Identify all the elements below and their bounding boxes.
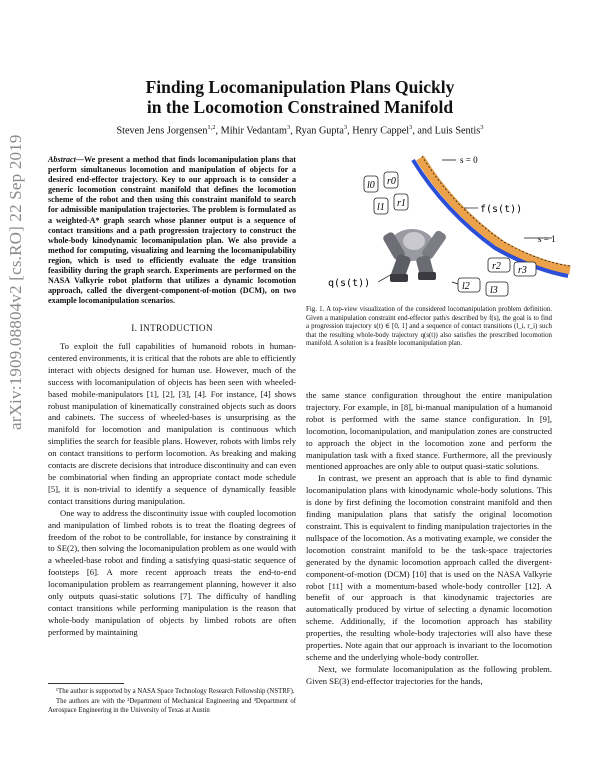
- author-1: Steven Jens Jorgensen: [116, 125, 208, 137]
- robot-left-foot: [390, 274, 408, 282]
- contact-r3: r3: [518, 265, 527, 276]
- robot-head: [403, 232, 425, 250]
- contact-r1: r1: [397, 198, 406, 209]
- author-4: Henry Cappel: [352, 125, 410, 137]
- figure-1: [302, 150, 572, 300]
- intro-paragraph-2: One way to address the discontinuity issue with coupled locomotion and manipulation of limbed robots is to treat the floating degrees of freedom of the robot to be controllable, for instance by constraining it to SE(2), then solving the locomanipulation problem as one would with a wheeled-base robot and finding a satisfying quasi-static sequence of footsteps [6]. A more recent approach treats the end-to-end locomanipulation problem as rearrangement planning, however it also only outputs quasi-static solutions [7]. The difficulty of handling contact transitions while performing manipulation is the reason that whole-body manipulation of objects by limbed robots are often performed by maintaining: [48, 507, 296, 637]
- author-2-affil: 3: [286, 124, 291, 131]
- figure-1-caption: Fig. 1. A top-view visualization of the considered locomanipulation problem definition. Given a manipulation constraint end-effector path/s described by f(s), the goal is to find a progression trajectory s(t) ∈ [0, 1] and a sequence of contact transitions (l_i, r_i) such that the resulting whole-body trajectory q(s(t)) also satisfies the prescribed locomotion manifold. A solution is a feasible locomanipulation plan.: [306, 306, 552, 348]
- label-s0: s = 0: [460, 155, 478, 165]
- title-line-2: in the Locomotion Constrained Manifold: [146, 97, 454, 117]
- author-list: Steven Jens Jorgensen$^{1,2}$, Mihir Vedantam$^3$, Ryan Gupta$^3$, Henry Cappel$^3$, and Luis Sentis$^3$: [116, 124, 484, 137]
- contact-r0: r0: [387, 176, 396, 187]
- section-heading-introduction: I. INTRODUCTION: [131, 323, 213, 333]
- author-2: Mihir Vedantam: [220, 125, 287, 137]
- label-q-of-s: q(s(t)): [328, 278, 371, 289]
- footnote-rule: [48, 683, 124, 684]
- paper-title: [0, 77, 600, 117]
- robot-right-foot: [418, 272, 436, 280]
- label-s1: s = 1: [538, 234, 556, 244]
- footnotes: [48, 688, 296, 717]
- author-5-affil: 3: [480, 124, 484, 131]
- author-4-affil: 3: [409, 124, 413, 131]
- q-leader: [452, 282, 458, 284]
- right-paragraph-2: In contrast, we present an approach that is able to find dynamic locomanipulation plans with kinodynamic whole-body solutions. This is done by first defining the locomotion constraint manifold and then finding manipulation plans that satisfy the original locomotion constraint. This is equivalent to finding manipulation trajectories in the nullspace of the locomotion. As a motivating example, we consider the locomotion constraint manifold to be the task-space trajectories generated by the dynamic locomotion approach called the divergent-component-of-motion (DCM) [10] that is used on the NASA Valkyrie robot [11] with a momentum-based whole-body controller [12]. A benefit of our approach is that kinodynamic trajectories are automatically produced by virtue of selecting a dynamic locomotion scheme. Additionally, if the locomotion approach has stability properties, the resulting whole-body trajectories will also have these properties. Note again that our approach is invariant to the locomotion scheme and the underlying whole-body controller.: [306, 473, 552, 662]
- q-pointer: [378, 274, 392, 282]
- abstract: [48, 155, 296, 306]
- intro-paragraph-1: To exploit the full capabilities of humanoid robots in human-centered environments, it is critical that the robots are able to efficiently interact with objects designed for human use. However, much of the success with locomanipulation of objects has been seen with wheeled-based mobile-manipulators [1], [2], [3], [4]. For instance, [4] shows robust manipulation of kinematically constrained objects such as doors and cabinets. The success of wheeled-bases is unsurprising as the manifold for locomotion and manipulation is continuous which simplifies the search for feasible plans. However, robots with limbs rely on contact transitions to perform locomotion. As breaking and making contacts are discrete decisions that introduce discontinuity and can even be combinatorial when finding an appropriate contact mode schedule [5], it is non-trivial to identify a sequence of dynamically feasible contact transitions during manipulation.: [48, 341, 296, 506]
- title-line-1: Finding Locomanipulation Plans Quickly: [145, 77, 455, 97]
- label-f-of-s: f(s(t)): [480, 204, 523, 215]
- contact-r2: r2: [492, 261, 501, 272]
- introduction-body: [48, 341, 296, 639]
- abstract-label: Abstract: [48, 155, 76, 164]
- contact-l0: l0: [367, 180, 375, 191]
- footnote-1: ¹The author is supported by a NASA Space Technology Research Fellowship (NSTRF).: [56, 688, 295, 695]
- footnote-2: The authors are with the ²Department of Mechanical Engineering and ³Department of Aerospace Engineering in the University of Texas at Austin: [48, 698, 296, 714]
- figure-1-illustration: [302, 150, 572, 300]
- arxiv-identifier: arXiv:1909.08804v2 [cs.RO] 22 Sep 2019: [6, 134, 25, 430]
- right-paragraph-3: Next, we formulate locomanipulation as the following problem. Given SE(3) end-effector trajectories for the hands,: [306, 663, 552, 686]
- abstract-text: —We present a method that finds locomanipulation plans that perform simultaneous locomotion and manipulation of objects for a desired end-effector trajectory. Key to our approach is to consider a generic locomotion constraint manifold that defines the locomotion scheme of the robot and then using this constraint manifold to search for admissible manipulation trajectories. The problem is formulated as a weighted-A* graph search whose planner output is a sequence of contact transitions and a path progression trajectory to construct the whole-body kinodynamic locomanipulation plan. We also provide a method for computing, visualizing and learning the locomanipulability region, which is used to efficiently evaluate the edge transition feasibility during the graph search. Experiments are performed on the NASA Valkyrie robot platform that utilizes a dynamic locomotion approach, called the divergent-component-of-motion (DCM), on two example locomanipulation scenarios.: [48, 155, 296, 306]
- right-paragraph-1: the same stance configuration throughout the entire manipulation trajectory. For example, in [8], bi-manual manipulation of a humanoid robot is performed with the same stance configuration. In [9], locomotion, locomanipulation, and manipulation zones are constructed to approach the object in the locomotion zone and perform the manipulation task with a fixed stance. Furthermore, all the previously mentioned approaches are only able to output quasi-static solutions.: [306, 390, 552, 472]
- contact-l3: l3: [490, 285, 498, 296]
- right-column-body: [306, 390, 552, 688]
- contact-l2: l2: [462, 281, 470, 292]
- author-3: Ryan Gupta: [295, 125, 344, 137]
- author-3-affil: 3: [343, 124, 348, 131]
- author-1-affil: 1,2: [207, 124, 216, 131]
- contact-l1: l1: [377, 202, 385, 213]
- author-5: and Luis Sentis: [417, 125, 481, 137]
